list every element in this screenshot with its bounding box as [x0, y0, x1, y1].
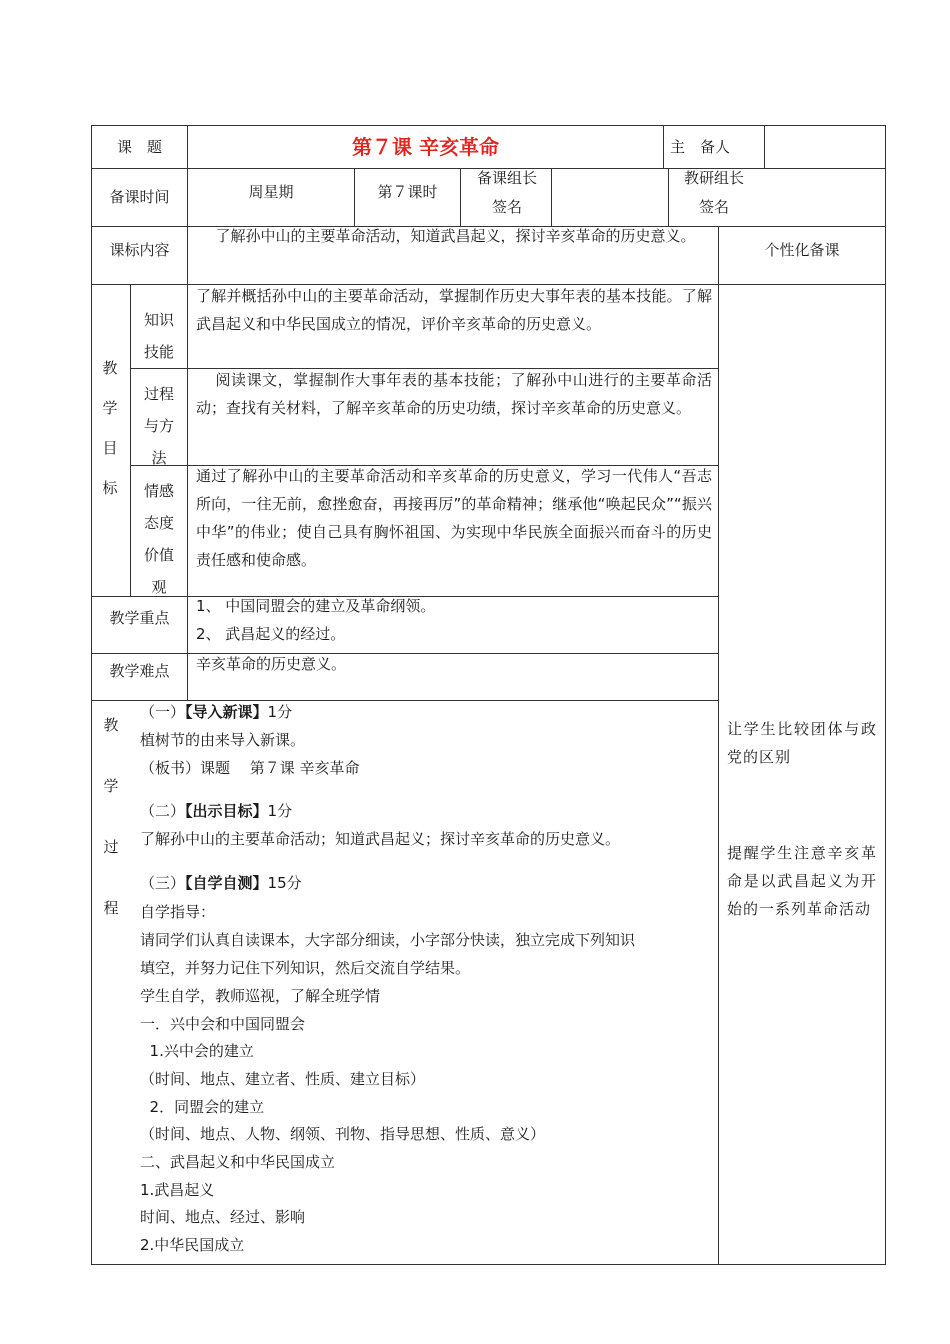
process-line: 1.兴中会的建立 [140, 1042, 254, 1060]
group-leader-label: 备课组长签名 [476, 169, 537, 216]
rule [460, 168, 461, 226]
goal-text-process: 阅读课文，掌握制作大事年表的基本技能；了解孙中山进行的主要革命活动；查找有关材料，了解辛亥革命的历史功绩，探讨辛亥革命的历史意义。 [196, 371, 712, 417]
process-line: （时间、地点、建立者、性质、建立目标） [140, 1070, 426, 1088]
section-num: （二） [140, 802, 186, 820]
prep-time-label: 备课时间 [109, 188, 170, 206]
standard-label: 课标内容 [109, 241, 170, 259]
process-line: （板书）课题 第７课 辛亥革命 [140, 759, 360, 777]
rule [663, 125, 664, 168]
section-self-study [140, 869, 302, 897]
prep-period: 第７课时 [377, 183, 438, 201]
goal-label-attitude: 情感态度价值观 [143, 482, 174, 596]
research-leader-label: 教研组长签名 [683, 169, 744, 216]
process-line: 填空，并努力记住下列知识，然后交流自学结果。 [140, 959, 471, 977]
personal-note: 让学生比较团体与政党的区别 [727, 720, 877, 766]
section-title: 【自学自测】 [185, 874, 268, 892]
rule [551, 168, 552, 226]
rule [718, 226, 719, 1265]
key-point-item: 2、 武昌起义的经过。 [196, 625, 346, 643]
difficulty-text: 辛亥革命的历史意义。 [196, 655, 347, 673]
lead-teacher-label: 主 备人 [670, 138, 731, 156]
section-num: （三） [140, 874, 186, 892]
process-line: 2.中华民国成立 [140, 1236, 245, 1254]
rule [764, 125, 765, 168]
process-line: 请同学们认真自读课本，大字部分细读，小字部分快读，独立完成下列知识 [140, 931, 636, 949]
topic-label: 课 题 [116, 138, 162, 156]
process-line: 学生自学，教师巡视，了解全班学情 [140, 987, 381, 1005]
rule [187, 596, 188, 700]
process-line: 1.武昌起义 [140, 1181, 215, 1199]
section-num: （一） [140, 703, 186, 721]
section-time: 1分 [267, 802, 293, 820]
section-time: 15分 [267, 874, 302, 892]
section-import [140, 698, 292, 726]
rule [885, 125, 886, 1265]
process-line: 自学指导： [140, 903, 216, 921]
process-line: 2．同盟会的建立 [140, 1098, 265, 1116]
process-line: 二、武昌起义和中华民国成立 [140, 1153, 336, 1171]
section-time: 1分 [267, 703, 293, 721]
difficulty-label: 教学难点 [109, 662, 170, 680]
process-line: 植树节的由来导入新课。 [140, 731, 306, 749]
prep-week: 周星期 [248, 183, 294, 201]
rule [91, 125, 92, 1265]
process-line: （时间、地点、人物、纲领、刊物、指导思想、性质、意义） [140, 1125, 546, 1143]
rule [91, 1264, 886, 1265]
section-title: 【导入新课】 [185, 703, 268, 721]
process-line: 时间、地点、经过、影响 [140, 1208, 306, 1226]
process-line: 了解孙中山的主要革命活动；知道武昌起义；探讨辛亥革命的历史意义。 [140, 830, 621, 848]
rule [91, 125, 886, 126]
standard-content: 了解孙中山的主要革命活动，知道武昌起义，探讨辛亥革命的历史意义。 [215, 227, 696, 245]
section-title: 【出示目标】 [185, 802, 268, 820]
personalized-prep-label: 个性化备课 [764, 241, 840, 259]
goal-label-process: 过程与方法 [143, 385, 174, 467]
goal-text-knowledge: 了解并概括孙中山的主要革命活动，掌握制作历史大事年表的基本技能。了解武昌起义和中华民国成立的情况，评价辛亥革命的历史意义。 [196, 287, 712, 333]
rule [91, 653, 718, 654]
goal-text-attitude: 通过了解孙中山的主要革命活动和辛亥革命的历史意义，学习一代伟人“吾志所向，一往无前，愈挫愈奋，再接再厉”的革命精神；继承他“唤起民众”“振兴中华”的伟业；使自己具有胸怀祖国、为实现中华民族全面振兴而奋斗的历史责任感和使命感。 [196, 467, 712, 569]
key-points-label: 教学重点 [109, 609, 170, 627]
personal-note: 提醒学生注意辛亥革命是以武昌起义为开始的一系列革命活动 [727, 844, 877, 918]
lesson-title: 第７课 辛亥革命 [352, 135, 499, 159]
rule [187, 284, 188, 596]
goals-label: 教学目标 [102, 359, 118, 497]
rule [130, 284, 131, 596]
process-line: 一．兴中会和中国同盟会 [140, 1015, 306, 1033]
key-point-item: 1、 中国同盟会的建立及革命纲领。 [196, 597, 436, 615]
rule [668, 168, 669, 226]
section-goals [140, 797, 292, 825]
process-label: 教学过程 [103, 716, 119, 917]
goal-label-knowledge: 知识技能 [143, 311, 174, 361]
